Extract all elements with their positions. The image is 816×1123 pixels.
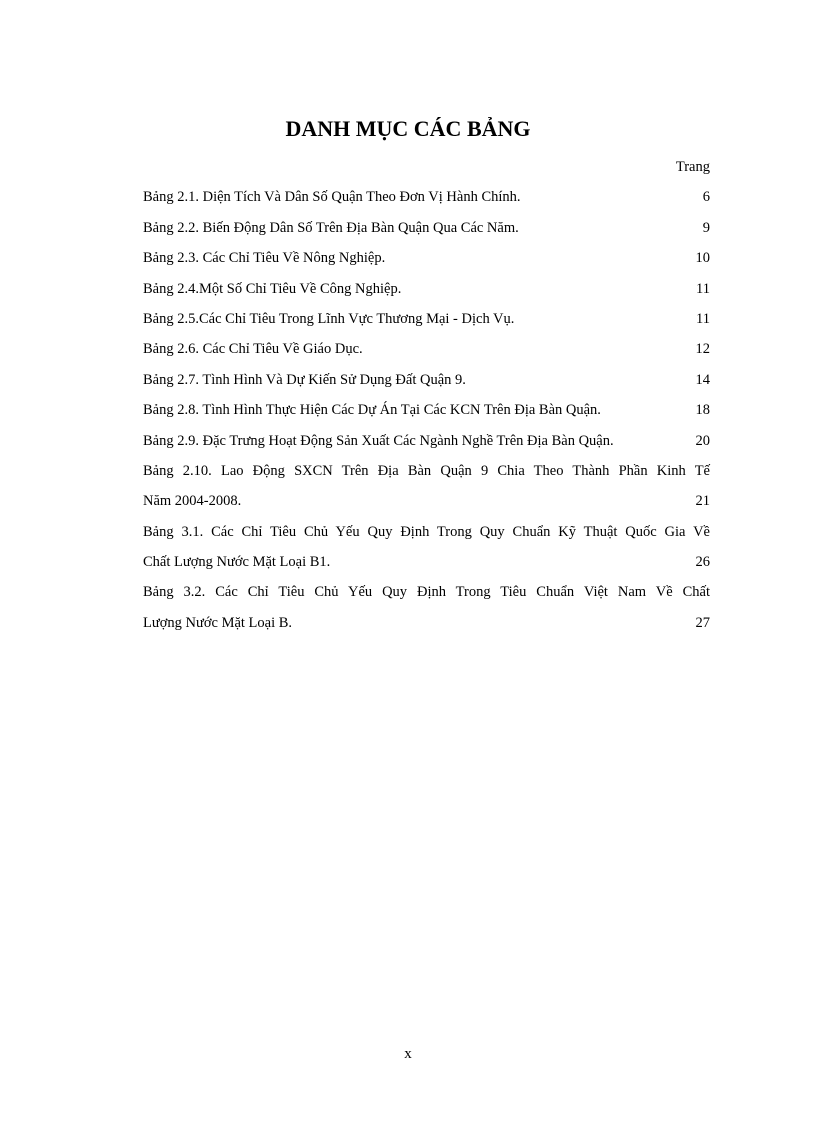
- toc-entry: [143, 243, 710, 273]
- toc-entry-multiline: [143, 456, 710, 517]
- toc-entry-page: 10: [695, 250, 710, 267]
- toc-entry-title: Bảng 2.5.Các Chỉ Tiêu Trong Lĩnh Vực Thương Mại - Dịch Vụ.: [143, 310, 515, 327]
- toc-entry-page: 26: [695, 554, 710, 571]
- toc-entry-title: Bảng 2.6. Các Chỉ Tiêu Về Giáo Dục.: [143, 341, 363, 358]
- toc-entry-title: Bảng 2.4.Một Số Chỉ Tiêu Về Công Nghiệp.: [143, 280, 402, 297]
- toc-entry: [143, 213, 710, 243]
- toc-entry-multiline: [143, 517, 710, 578]
- toc-entry-title: Bảng 2.1. Diện Tích Và Dân Số Quận Theo Đơn Vị Hành Chính.: [143, 189, 521, 206]
- toc-entry-title-line2: Lượng Nước Mặt Loại B.: [143, 614, 293, 631]
- toc-entry-page: 14: [695, 371, 710, 388]
- toc-entry-title-line1: Bảng 3.2. Các Chỉ Tiêu Chủ Yếu Quy Định Trong Tiêu Chuẩn Việt Nam Về Chất: [143, 584, 710, 601]
- toc-entry-page: 6: [702, 189, 710, 206]
- toc-entry-page: 11: [696, 280, 710, 297]
- toc-entry: [143, 274, 710, 304]
- toc-entry-title-line1: Bảng 3.1. Các Chỉ Tiêu Chủ Yếu Quy Định Trong Quy Chuẩn Kỹ Thuật Quốc Gia Về: [143, 523, 710, 540]
- toc-entry-title: Bảng 2.8. Tình Hình Thực Hiện Các Dự Án Tại Các KCN Trên Địa Bàn Quận.: [143, 402, 601, 419]
- toc-entry: [143, 182, 710, 212]
- toc-entry-title-line2: Năm 2004-2008.: [143, 493, 242, 510]
- toc-entry-page: 20: [695, 432, 710, 449]
- toc-entry: [143, 426, 710, 456]
- toc-entry-title-line2: Chất Lượng Nước Mặt Loại B1.: [143, 554, 331, 571]
- table-of-tables: [143, 152, 710, 638]
- toc-entry: [143, 395, 710, 425]
- page-column-label: Trang: [675, 159, 710, 175]
- toc-entry: [143, 334, 710, 364]
- toc-entry-title: Bảng 2.9. Đặc Trưng Hoạt Động Sản Xuất Các Ngành Nghề Trên Địa Bàn Quận.: [143, 432, 614, 449]
- toc-entry-page: 9: [702, 219, 710, 236]
- toc-entry-page: 27: [695, 614, 710, 631]
- toc-entry-multiline: [143, 577, 710, 638]
- toc-entry-page: 12: [695, 341, 710, 358]
- page-title: DANH MỤC CÁC BẢNG: [285, 116, 531, 141]
- toc-entry-title-line1: Bảng 2.10. Lao Động SXCN Trên Địa Bàn Quận 9 Chia Theo Thành Phần Kinh Tế: [143, 462, 710, 479]
- toc-entry-title: Bảng 2.7. Tình Hình Và Dự Kiến Sử Dụng Đất Quận 9.: [143, 371, 466, 388]
- footer-page-number: x: [404, 1046, 412, 1062]
- toc-entry-title: Bảng 2.3. Các Chỉ Tiêu Về Nông Nghiệp.: [143, 250, 386, 267]
- toc-entry-page: 11: [696, 310, 710, 327]
- toc-entry-page: 21: [695, 493, 710, 510]
- toc-entry: [143, 365, 710, 395]
- toc-entry: [143, 304, 710, 334]
- toc-entry-page: 18: [695, 402, 710, 419]
- toc-entry-title: Bảng 2.2. Biến Động Dân Số Trên Địa Bàn Quận Qua Các Năm.: [143, 219, 519, 236]
